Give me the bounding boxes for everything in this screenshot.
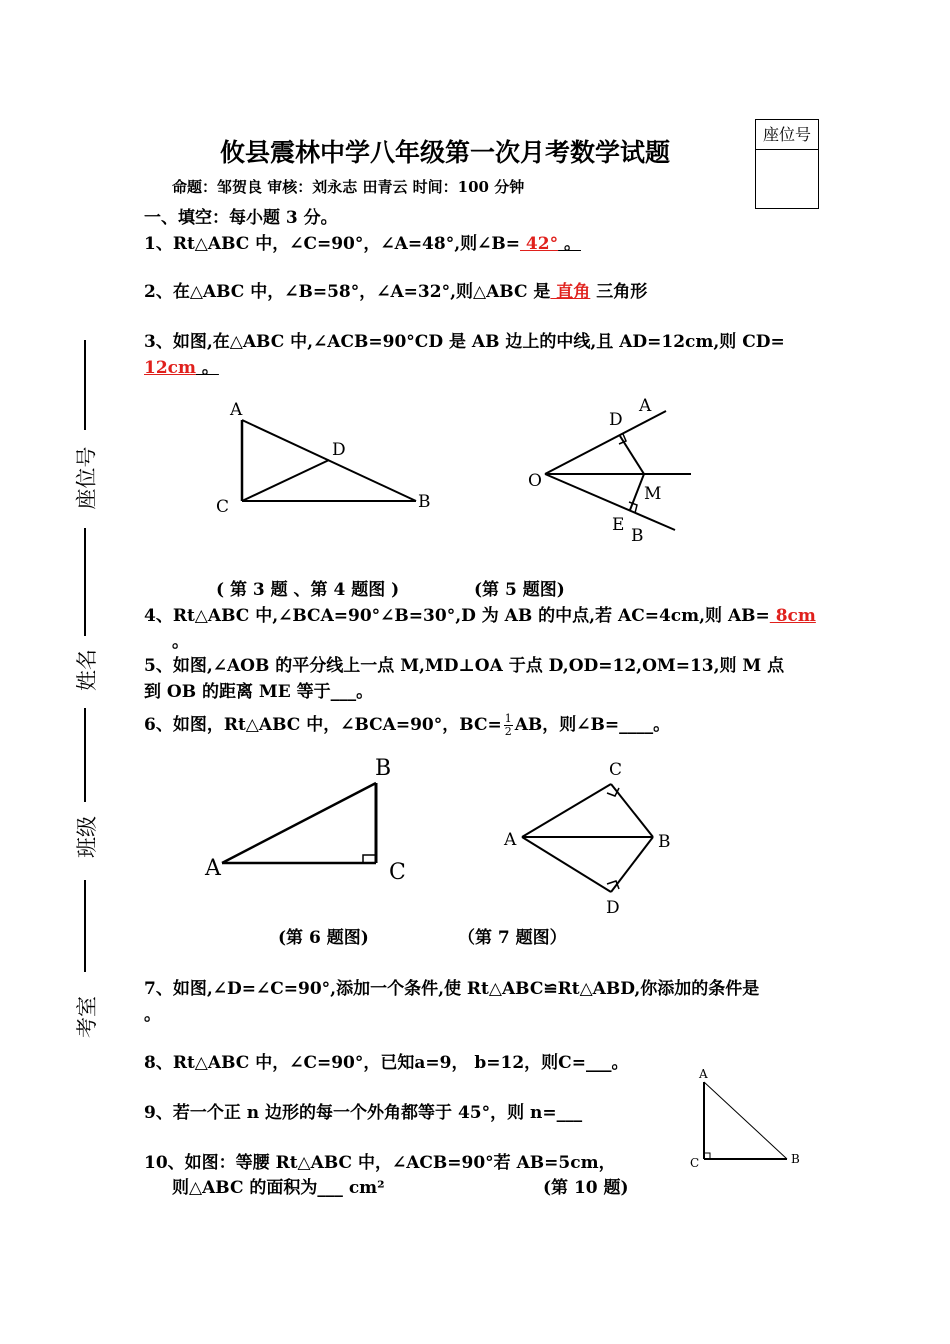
- label-M: M: [644, 484, 662, 504]
- fraction-denominator: 2: [504, 725, 512, 738]
- caption-fig-6: (第 6 题图): [278, 928, 369, 948]
- label-B: B: [658, 832, 671, 852]
- label-A: A: [699, 1067, 708, 1081]
- label-D: D: [606, 898, 620, 918]
- question-5: 5、如图,∠AOB 的平分线上一点 M,MD⊥OA 于点 D,OD=12,OM=13,则 M 点: [144, 656, 785, 676]
- label-C: C: [609, 760, 623, 780]
- binding-line: [84, 880, 86, 972]
- label-B: B: [631, 526, 644, 546]
- page-title: 攸县震林中学八年级第一次月考数学试题: [219, 138, 670, 167]
- figure-3-triangle: [210, 395, 440, 520]
- answer-blank: 。: [558, 234, 581, 254]
- seat-number-label: 座位号: [756, 120, 818, 150]
- sidebar-seat-label: 座位号: [74, 446, 99, 510]
- sidebar-room-label: 考室: [75, 996, 99, 1038]
- sidebar-class-label: 班级: [75, 816, 99, 858]
- fraction: [504, 713, 513, 738]
- answer: 直角: [550, 282, 591, 302]
- question-text-tail: AB，则∠B=____。: [514, 715, 671, 735]
- label-A: A: [230, 400, 243, 420]
- question-8: 8、Rt△ABC 中，∠C=90°，已知a=9， b=12，则C=___。: [144, 1053, 629, 1073]
- answer: 42°: [520, 234, 559, 254]
- section-heading: 一、填空：每小题 3 分。: [144, 208, 338, 228]
- question-10: 10、如图：等腰 Rt△ABC 中，∠ACB=90°若 AB=5cm，: [144, 1153, 616, 1173]
- figure-6-triangle: [200, 752, 415, 887]
- label-C: C: [216, 497, 230, 517]
- caption-fig-10: (第 10 题): [543, 1178, 629, 1198]
- question-6: [144, 710, 670, 738]
- label-B: B: [791, 1152, 800, 1166]
- fraction-numerator: 1: [504, 712, 512, 725]
- question-text: 2、在△ABC 中，∠B=58°，∠A=32°,则△ABC 是: [144, 282, 551, 302]
- label-B: B: [418, 492, 431, 512]
- caption-fig-5: (第 5 题图): [474, 580, 565, 600]
- question-9: 9、若一个正 n 边形的每一个外角都等于 45°，则 n=___: [144, 1103, 583, 1123]
- label-B: B: [375, 756, 392, 781]
- question-text: 4、Rt△ABC 中,∠BCA=90°∠B=30°,D 为 AB 的中点,若 AC=4cm,则 AB=: [144, 606, 770, 626]
- label-O: O: [528, 471, 542, 491]
- answer-tail: 三角形: [590, 282, 648, 302]
- question-1: [144, 229, 581, 254]
- figure-5-angle-bisector: [525, 392, 700, 547]
- question-7: 7、如图,∠D=∠C=90°,添加一个条件,使 Rt△ABC≌Rt△ABD,你添加的条件是: [144, 979, 760, 999]
- label-D: D: [332, 440, 346, 460]
- label-A: A: [205, 856, 221, 881]
- label-C: C: [389, 860, 406, 885]
- caption-fig-3-4: ( 第 3 题 、第 4 题图 ): [216, 580, 400, 600]
- answer: 8cm: [769, 606, 816, 626]
- answer-tail: 。: [196, 358, 219, 378]
- question-3-answer-line: [144, 353, 219, 378]
- figure-10-right-triangle: [685, 1062, 805, 1174]
- binding-line: [84, 528, 86, 636]
- question-7-tail: 。: [144, 1005, 161, 1025]
- sidebar-name-label: 姓名: [75, 649, 99, 691]
- label-E: E: [612, 515, 625, 535]
- question-3: 3、如图,在△ABC 中,∠ACB=90°CD 是 AB 边上的中线,且 AD=12cm,则 CD=: [144, 332, 785, 352]
- label-A: A: [504, 830, 517, 850]
- caption-fig-7: （第 7 题图）: [458, 928, 567, 948]
- label-D: D: [609, 410, 623, 430]
- exam-meta: 命题：邹贺良 审核：刘永志 田青云 时间：100 分钟: [172, 178, 525, 196]
- binding-line: [84, 340, 86, 430]
- question-2: [144, 277, 647, 302]
- label-A: A: [639, 396, 652, 416]
- question-4: [144, 601, 816, 626]
- question-5-line-2: 到 OB 的距离 ME 等于___。: [144, 682, 374, 702]
- label-C: C: [690, 1156, 700, 1170]
- question-text: 1、Rt△ABC 中，∠C=90°，∠A=48°,则∠B=: [144, 234, 520, 254]
- figure-7-quadrilateral: [500, 757, 680, 922]
- binding-line: [84, 708, 86, 802]
- answer: 12cm: [144, 358, 196, 378]
- question-text: 6、如图，Rt△ABC 中，∠BCA=90°，BC=: [144, 715, 502, 735]
- question-10-line-2: 则△ABC 的面积为___ cm²: [172, 1178, 385, 1198]
- question-4-tail: 。: [172, 632, 189, 652]
